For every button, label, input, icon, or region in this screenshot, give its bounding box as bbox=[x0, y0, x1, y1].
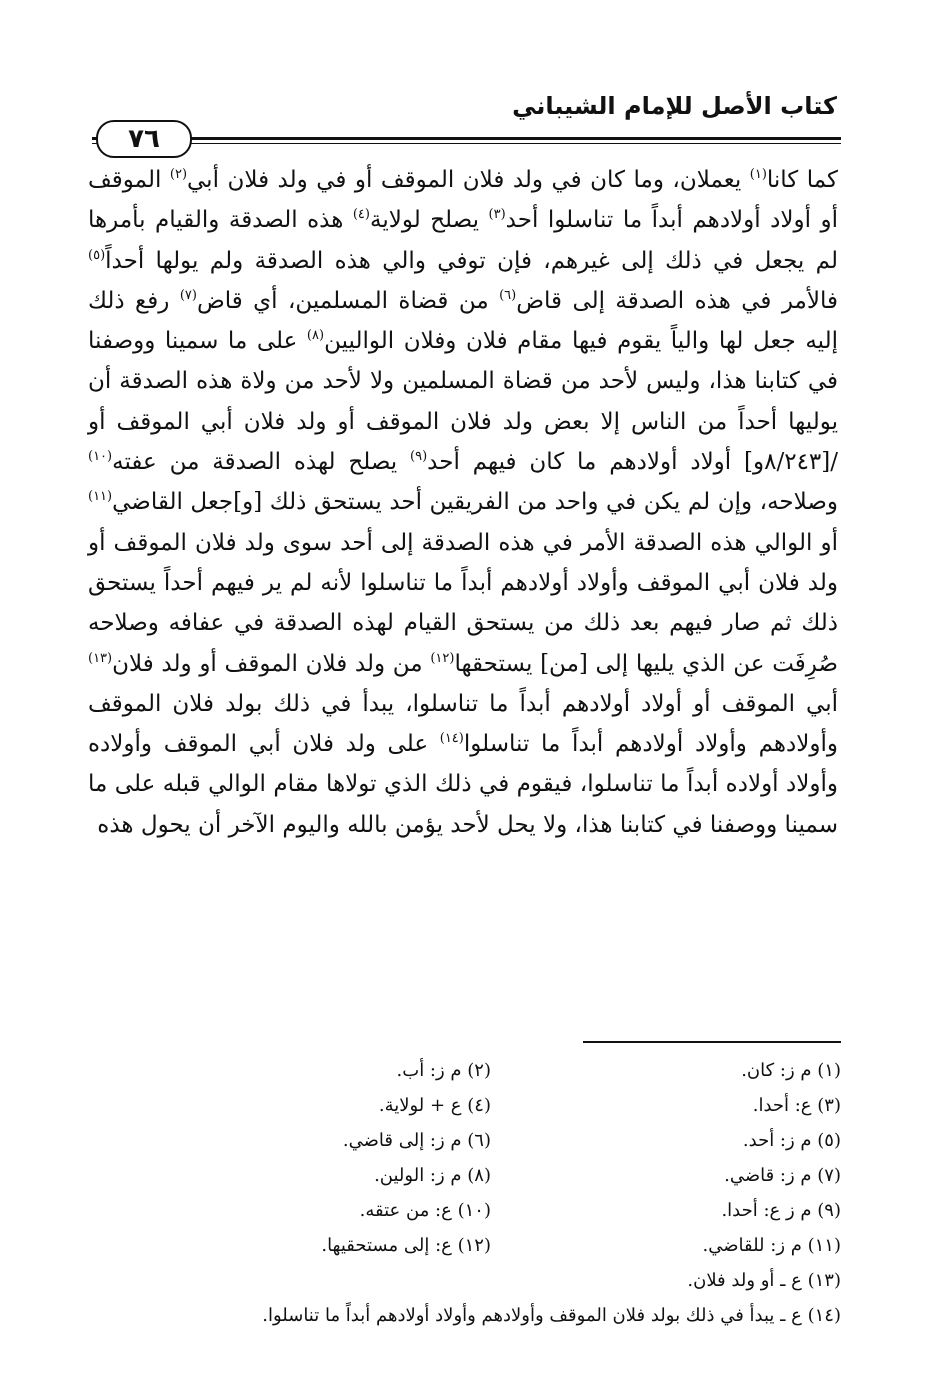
text-segment: وصلاحه، وإن لم يكن في واحد من الفريقين أحد يستحق ذلك [و]جعل القاضي bbox=[112, 489, 838, 516]
footnote-row bbox=[141, 1053, 841, 1088]
footnote: (٣) ع: أحدا. bbox=[752, 1095, 841, 1116]
footnote: (٢) م ز: أب. bbox=[396, 1060, 491, 1081]
footnote-ref: (٣) bbox=[488, 207, 506, 223]
footnote: (٦) م ز: إلى قاضي. bbox=[342, 1130, 491, 1151]
header-rule bbox=[92, 137, 841, 140]
text-segment: يعملان، وما كان في ولد فلان الموقف أو في ولد فلان أبي bbox=[187, 167, 750, 193]
footnote: (٧) م ز: قاضي. bbox=[724, 1165, 841, 1186]
text-segment: يصلح لهذه الصدقة من عفته bbox=[112, 449, 411, 476]
footnote-separator bbox=[583, 1041, 841, 1043]
footnote-ref: (١٠) bbox=[88, 449, 113, 465]
footnote: (٥) م ز: أحد. bbox=[742, 1130, 841, 1151]
footnote-ref: (٩) bbox=[410, 449, 428, 465]
text-segment: على ولد فلان أبي الموقف وأولاده وأولاد أولاده أبداً ما تناسلوا، فيقوم في ذلك الذي تولاها مقام الوالي قبله على ما سمينا ووصفنا في كتابنا هذا، ولا يحل لأحد يؤمن بالله واليوم الآخر أن يحول هذه bbox=[88, 731, 838, 838]
footnote: (٩) م ز ع: أحدا. bbox=[721, 1200, 841, 1221]
footnote: (١) م ز: كان. bbox=[741, 1060, 841, 1081]
footnote-ref: (٧) bbox=[179, 287, 197, 303]
text-segment: هذه الصدقة والقيام بأمرها لم يجعل في ذلك إلى غيرهم، فإن توفي والي هذه الصدقة ولم يولها أحداً bbox=[88, 207, 838, 274]
text-segment: الموقف أو أولاد أولادهم أبداً ما تناسلوا أحد bbox=[88, 167, 839, 234]
text-segment: يصلح لولاية bbox=[369, 207, 489, 234]
footnote-row bbox=[141, 1228, 841, 1263]
text-segment: كما كانا bbox=[766, 167, 838, 193]
footnote-row bbox=[141, 1123, 841, 1158]
footnote: (١٤) ع ـ يبدأ في ذلك بولد فلان الموقف وأولادهم وأولاد أولادهم أبداً ما تناسلوا. bbox=[262, 1305, 841, 1326]
footnote-ref: (١١) bbox=[88, 489, 113, 505]
footnote-ref: (١٤) bbox=[439, 731, 464, 747]
main-paragraph bbox=[88, 160, 838, 845]
footnote: (١١) م ز: للقاضي. bbox=[702, 1235, 841, 1256]
footnote: (١٣) ع ـ أو ولد فلان. bbox=[687, 1270, 841, 1291]
footnote-ref: (١٣) bbox=[88, 650, 113, 666]
footnote-ref: (٨) bbox=[306, 328, 325, 344]
footnote-row bbox=[141, 1298, 841, 1333]
page-number: ٧٦ bbox=[96, 120, 192, 158]
header-rule-thin bbox=[92, 143, 841, 144]
footnote: (١٢) ع: إلى مستحقيها. bbox=[321, 1235, 491, 1256]
footnote-row bbox=[141, 1158, 841, 1193]
footnote-ref: (١) bbox=[749, 167, 767, 182]
running-title: كتاب الأصل للإمام الشيباني bbox=[512, 92, 837, 120]
footnote-ref: (٥) bbox=[88, 247, 106, 263]
footnote: (٤) ع + لولاية. bbox=[378, 1095, 491, 1116]
footnote-ref: (٤) bbox=[352, 207, 370, 223]
main-text bbox=[88, 160, 838, 845]
footnote-row bbox=[141, 1088, 841, 1123]
footnote-row bbox=[141, 1263, 841, 1298]
text-segment: أو الوالي هذه الصدقة الأمر في هذه الصدقة إلى أحد سوى ولد فلان الموقف أو ولد فلان أبي الموقف وأولاد أولادهم أبداً ما تناسلوا لأنه لم ير فيهم أحداً يستحق ذلك ثم صار فيهم بعد ذلك من يستحق القيام لهذه الصدقة في عفافه وصلاحه صُرِفَت عن الذي يليها إلى [من] يستحقها bbox=[88, 529, 838, 677]
footnote-ref: (١٢) bbox=[430, 650, 455, 666]
footnote-ref: (٦) bbox=[499, 287, 517, 303]
footnote-ref: (٢) bbox=[169, 167, 188, 182]
footnotes bbox=[141, 1053, 841, 1333]
text-segment: رفع ذلك إليه جعل لها والياً يقوم فيها مقام فلان وفلان الواليين bbox=[88, 287, 838, 355]
text-segment: من قضاة المسلمين، أي قاض bbox=[196, 287, 500, 314]
footnote: (١٠) ع: من عتقه. bbox=[359, 1200, 491, 1221]
text-segment: من ولد فلان الموقف أو ولد فلان bbox=[112, 650, 431, 677]
text-segment: أبي الموقف أو أولاد أولادهم أبداً ما تناسلوا، يبدأ في ذلك بولد فلان الموقف وأولادهم وأولاد أولادهم أبداً ما تناسلوا bbox=[88, 690, 839, 758]
footnote: (٨) م ز: الولين. bbox=[374, 1165, 491, 1186]
text-segment: على ما سمينا ووصفنا في كتابنا هذا، وليس لأحد من قضاة المسلمين ولا لأحد من ولاة هذه الصدقة أن يوليها أحداً من الناس إلا بعض ولد فلان الموقف أو ولد فلان أبي الموقف أو /[٨/٢٤٣و] أولاد أولادهم ما كان فيهم أحد bbox=[88, 328, 839, 476]
text-segment: فالأمر في هذه الصدقة إلى قاض bbox=[516, 287, 838, 314]
footnote-row bbox=[141, 1193, 841, 1228]
